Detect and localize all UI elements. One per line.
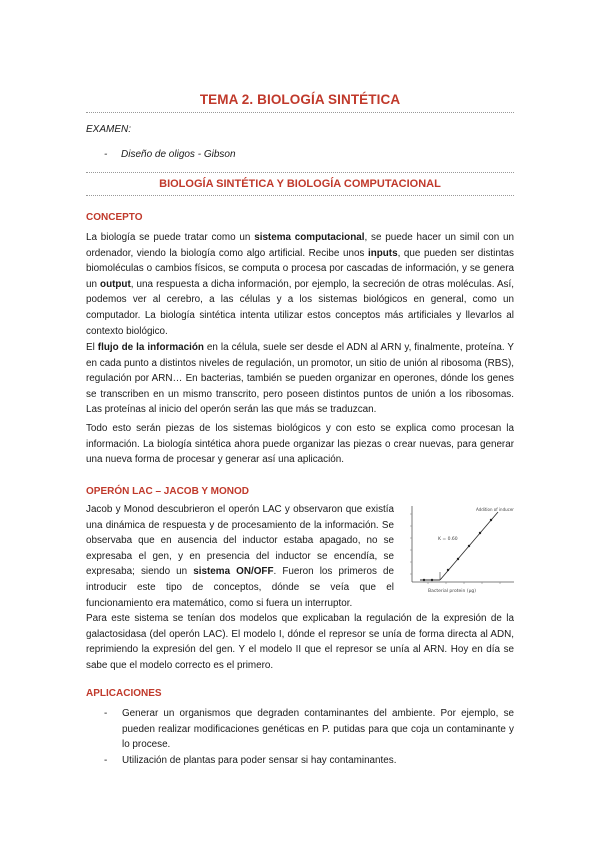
title-divider: [86, 112, 514, 113]
paragraph-operon-2: Para este sistema se tenían dos modelos que explicaban la regulación de la expresión de la galactosidasa (del operón LAC). El modelo I, dónde el represor se unía de forma directa al ADN, reprimiendo la expresión del gen. Y el modelo II que el represor se unía al ARN. Hoy en día se sabe que el modelo correcto es el primero.: [86, 613, 514, 671]
text-run: Jacob y Monod descubrieron el operón LAC y observaron que existía una dinámica de respuesta y de procesamiento de la información. Se observaba que en ausencia del inductor estaba apagado, no se expresaba el gen, y en presencia del inductor se encendía, se expresaba; siendo un: [86, 504, 394, 578]
list-dash: -: [104, 708, 108, 719]
bold-term: sistema computacional: [254, 232, 365, 243]
paragraph-concepto-1: [86, 230, 514, 339]
figure-x-label: Bacterial protein (µg): [428, 589, 477, 594]
text-run: , que pueden ser distintas biomoléculas o cambios físicos, se computa o procesa por cascadas de información, y se genera un: [86, 247, 514, 290]
paragraph-concepto-3: Todo esto serán piezas de los sistemas biológicos y con esto se explica como procesan la información. La biología sintética ahora puede organizar las piezas o crear nuevas, para generar una nueva forma de procesar y generar así una aplicación.: [86, 423, 514, 466]
operon-lac-figure: [398, 500, 522, 598]
figure-annotation: K = 0.60: [438, 537, 458, 542]
exam-list-item: [104, 149, 236, 160]
text-run: , una respuesta a dicha información, por ejemplo, la secreción de otras moléculas. Así, podemos ver al cerebro, a las células y a los sistemas biológicos en general, como un computador. La biología sintética intenta utilizar estos conceptos más artificiales y llevarlos al contexto biológico.: [86, 278, 514, 337]
heading-concepto: CONCEPTO: [86, 212, 143, 223]
list-item-text: Generar un organismos que degraden contaminantes del ambiente. Por ejemplo, se pueden realizar modificaciones genéticas en P. putidas para que coja un contaminante y lo procese.: [122, 708, 514, 751]
text-run: La biología se puede tratar como un: [86, 232, 255, 243]
text-run: . Fueron los primeros de introducir este tipo de conceptos, dónde se veía que el funcionamiento era matemático, como si fuera un interruptor.: [86, 566, 394, 609]
list-dash: -: [104, 149, 108, 160]
text-run: en la célula, suele ser desde el ADN al ARN y, finalmente, proteína. Y en cada punto a distintos niveles de regulación, un promotor, un sitio de unión al ribosoma (RBS), regulación por ARN… En bacterias, también se pueden organizar en operones, dónde los genes se transcriben en un mismo transcrito, pero poseen distintos puntos de unión a los ribosomas. Las proteínas al inicio del operón serán las que más se traduzcan.: [86, 342, 515, 416]
list-item-text: Utilización de plantas para poder sensar si hay contaminantes.: [122, 755, 397, 766]
list-dash: -: [104, 755, 108, 766]
document-title: TEMA 2. BIOLOGÍA SINTÉTICA: [199, 92, 401, 107]
exam-label: EXAMEN:: [86, 124, 132, 135]
paragraph-concepto-2: [86, 340, 514, 418]
bold-term: flujo de la información: [97, 342, 204, 353]
list-item: [104, 753, 514, 769]
heading-operon-lac: OPERÓN LAC – JACOB Y MONOD: [86, 486, 249, 497]
exam-item-text: Diseño de oligos - Gibson: [121, 149, 236, 160]
figure-top-label: Addition of inducer: [476, 507, 514, 512]
bold-term: output: [100, 278, 131, 290]
bold-term: sistema ON/OFF: [193, 566, 274, 578]
figure-background: [398, 500, 522, 598]
list-item: [104, 706, 514, 753]
text-run: , se puede hacer un simil con un ordenador, viendo la biología como algo artificial. Recibe unos: [86, 232, 514, 259]
bold-term: inputs: [367, 247, 398, 259]
section-title: BIOLOGÍA SINTÉTICA Y BIOLOGÍA COMPUTACIONAL: [159, 178, 441, 190]
heading-aplicaciones: APLICACIONES: [86, 688, 162, 699]
text-run: El: [86, 342, 98, 353]
paragraph-operon-1: [86, 502, 394, 611]
